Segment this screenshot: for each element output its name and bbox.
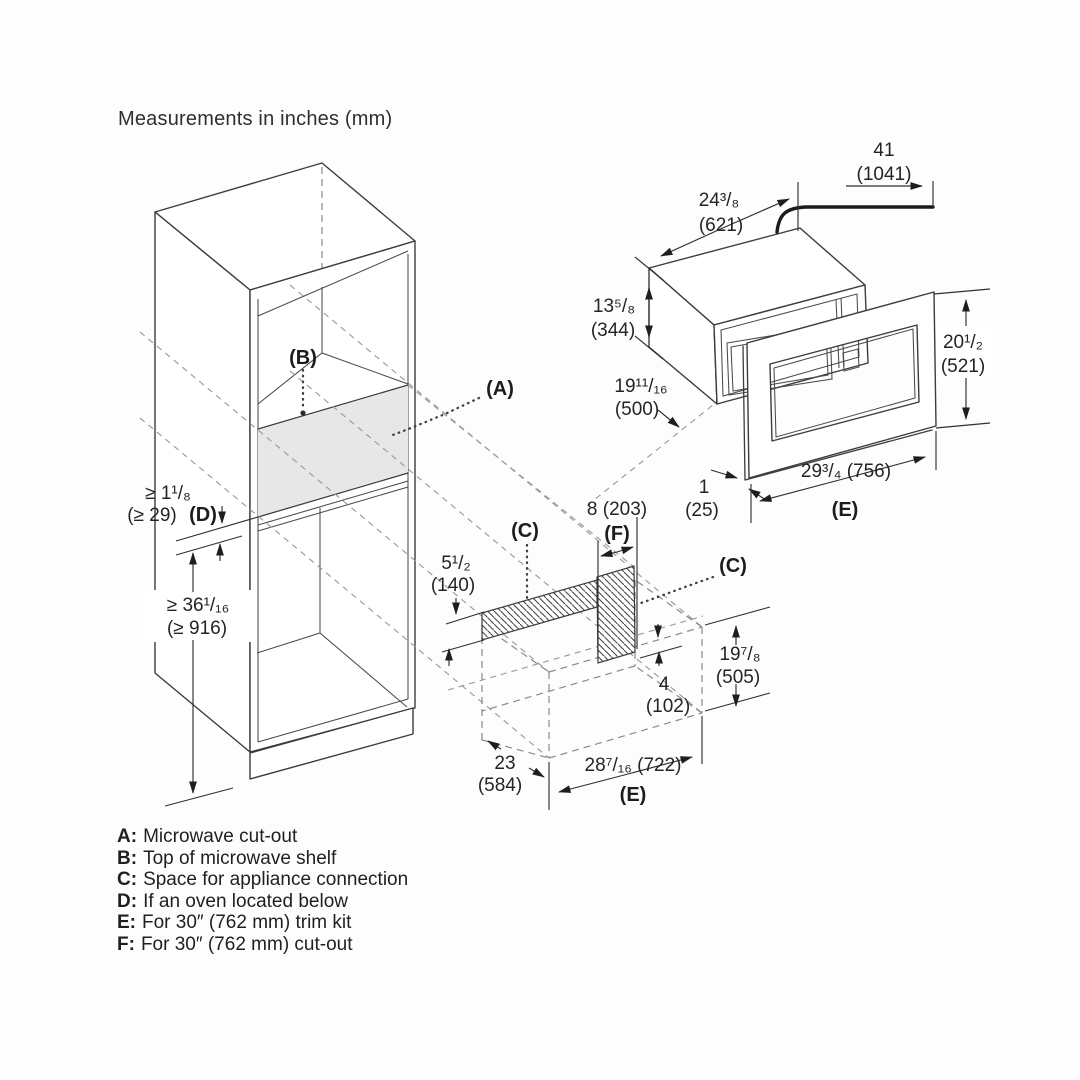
dim-connection-drop-in: 4: [658, 674, 670, 695]
legend-text: Space for appliance connection: [143, 869, 409, 890]
dim-connection-drop-mm: (102): [645, 696, 691, 717]
dim-microwave-depth-mm: (500): [614, 399, 660, 420]
dim-microwave-depth-in: 19¹¹/₁₆: [614, 376, 668, 397]
legend-item-d: [117, 891, 408, 913]
dim-shelf-gap-mm: (≥ 29): [127, 505, 177, 526]
callout-e-trim: (E): [831, 499, 859, 521]
legend: [117, 826, 408, 955]
dim-shelf-gap-in: ≥ 1¹/₈: [145, 483, 191, 504]
dim-trim-width: 29³/₄ (756): [800, 461, 892, 482]
legend-key: A:: [117, 826, 138, 847]
legend-text: Top of microwave shelf: [143, 847, 337, 869]
legend-text: Microwave cut-out: [143, 826, 298, 847]
dim-trim-height-in: 20¹/₂: [942, 332, 984, 353]
dim-microwave-height-in: 13⁵/₈: [592, 296, 636, 317]
dim-connection-width: 8 (203): [586, 499, 648, 520]
legend-text: If an oven located below: [143, 890, 348, 912]
callout-c-right: (C): [719, 555, 747, 577]
legend-item-e: [117, 912, 408, 934]
legend-item-f: [117, 934, 408, 956]
legend-item-b: [117, 848, 408, 870]
legend-text: For 30″ (762 mm) trim kit: [142, 912, 352, 933]
dim-below-height-mm: (≥ 916): [166, 618, 228, 639]
callout-c-left: (C): [511, 520, 539, 542]
dim-trim-thickness-mm: (25): [685, 500, 719, 521]
legend-key: B:: [117, 847, 138, 869]
dim-connection-height-mm: (140): [430, 575, 476, 596]
callout-e-cutout: (E): [619, 784, 647, 806]
legend-item-c: [117, 869, 408, 891]
dim-microwave-width-mm: (621): [698, 215, 744, 236]
legend-key: E:: [117, 912, 136, 933]
dim-trim-thickness-in: 1: [698, 477, 710, 498]
callout-f: (F): [604, 523, 630, 545]
dim-microwave-height-mm: (344): [590, 320, 636, 341]
legend-key: C:: [117, 869, 138, 890]
legend-text: For 30″ (762 mm) cut-out: [140, 933, 353, 955]
dim-microwave-width-in: 24³/₈: [698, 190, 740, 211]
legend-key: F:: [117, 933, 135, 955]
dim-cutout-height-in: 19⁷/₈: [719, 644, 761, 665]
dim-connection-height-in: 5¹/₂: [441, 553, 471, 574]
cabinet-outline: [155, 163, 415, 779]
legend-item-a: [117, 826, 408, 848]
callout-b: (B): [289, 347, 317, 369]
legend-key: D:: [117, 890, 138, 912]
dim-cutout-depth-in: 23: [494, 753, 516, 774]
connection-space-hatch: [482, 566, 635, 663]
dim-below-height-in: ≥ 36¹/₁₆: [166, 595, 230, 616]
dim-trim-height-mm: (521): [940, 356, 986, 377]
dim-cord-length-mm: (1041): [856, 164, 912, 185]
dim-cutout-depth-mm: (584): [477, 775, 523, 796]
callout-a: (A): [486, 378, 514, 400]
callout-d: (D): [189, 504, 217, 526]
dim-cord-length-in: 41: [873, 140, 895, 161]
dim-cutout-width: 28⁷/₁₆ (722): [584, 755, 682, 776]
dim-cutout-height-mm: (505): [715, 667, 761, 688]
page-title: Measurements in inches (mm): [118, 108, 393, 130]
